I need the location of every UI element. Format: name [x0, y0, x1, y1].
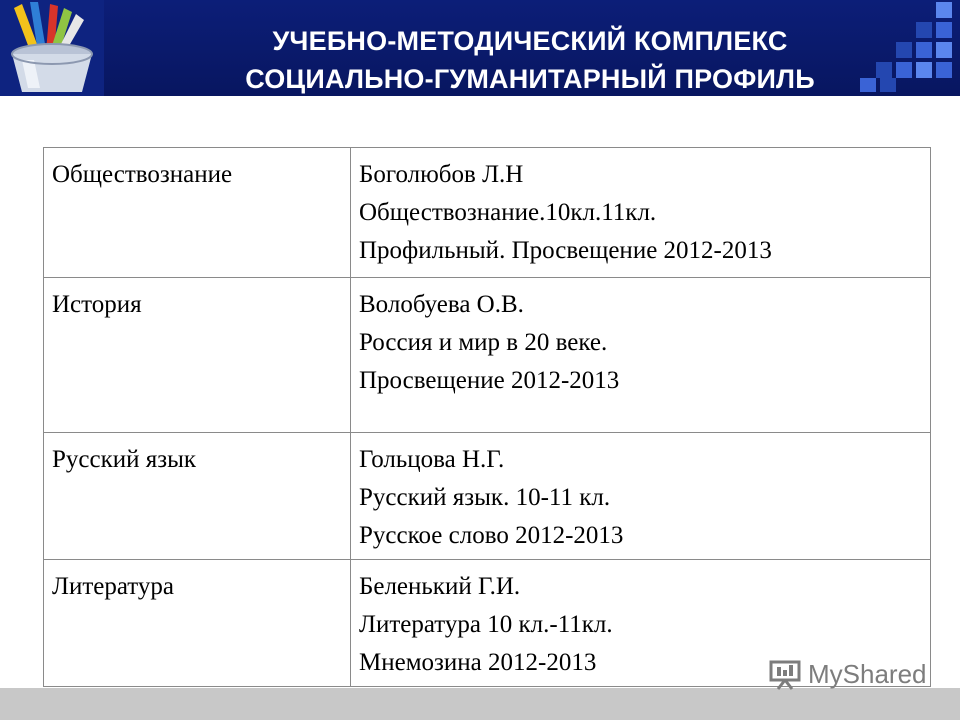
table-row [44, 278, 931, 433]
footer-bar [0, 688, 960, 720]
textbook-publisher: Мнемозина 2012-2013 [359, 649, 597, 676]
title-line-2: СОЦИАЛЬНО-ГУМАНИТАРНЫЙ ПРОФИЛЬ [245, 64, 815, 94]
table-row [44, 148, 931, 278]
textbook-publisher: Профильный. Просвещение 2012-2013 [359, 237, 772, 264]
page-title [110, 22, 950, 98]
textbook-title: Обществознание.10кл.11кл. [359, 199, 657, 226]
slide-header [0, 0, 960, 96]
textbook-cell [351, 433, 931, 560]
textbook-author: Беленький Г.И. [359, 573, 521, 600]
subject-cell: Русский язык [44, 433, 351, 560]
subject-cell: Литература [44, 560, 351, 687]
subject-cell: Обществознание [44, 148, 351, 278]
watermark-text: MyShared [808, 658, 927, 689]
textbook-author: Боголюбов Л.Н [359, 161, 524, 188]
textbook-author: Волобуева О.В. [359, 291, 524, 318]
textbook-publisher: Русское слово 2012-2013 [359, 522, 624, 549]
watermark [768, 656, 927, 692]
table-row [44, 433, 931, 560]
pencil-cup-icon [0, 0, 104, 96]
textbook-cell [351, 148, 931, 278]
textbook-title: Литература 10 кл.-11кл. [359, 611, 613, 638]
textbook-author: Гольцова Н.Г. [359, 446, 505, 473]
textbook-publisher: Просвещение 2012-2013 [359, 367, 620, 394]
subject-cell: История [44, 278, 351, 433]
decorative-squares [860, 0, 960, 96]
textbook-title: Русский язык. 10-11 кл. [359, 484, 611, 511]
textbook-cell [351, 278, 931, 433]
presentation-icon [768, 658, 802, 690]
textbook-title: Россия и мир в 20 веке. [359, 329, 608, 356]
title-line-1: УЧЕБНО-МЕТОДИЧЕСКИЙ КОМПЛЕКС [272, 26, 788, 56]
curriculum-table [43, 147, 931, 687]
